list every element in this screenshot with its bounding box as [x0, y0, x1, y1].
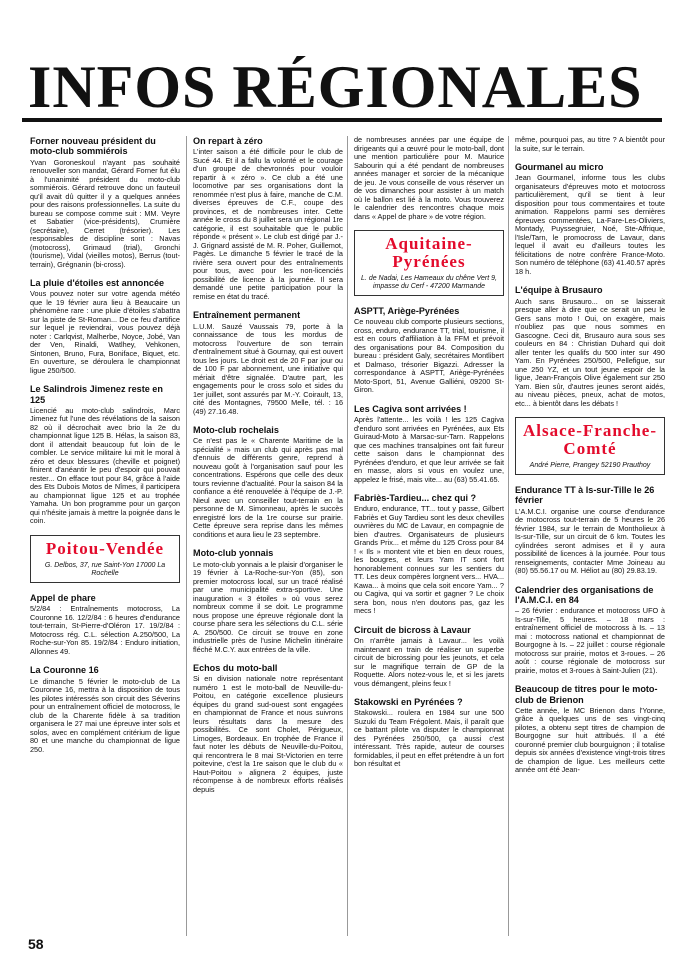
article-headline: Forner nouveau président du moto-club sommiérois — [30, 136, 156, 157]
column-4 — [515, 136, 665, 931]
article-headline: Moto-club rochelais — [193, 425, 279, 436]
article — [515, 585, 665, 676]
article-headline: Gourmanel au micro — [515, 162, 604, 172]
article — [30, 136, 180, 269]
region-box — [515, 417, 665, 475]
article-body: Licencié au moto-club salindrois, Marc Jimenez fut l'une des révélations de la saison 82 où il décrochait avec brio la 2e du championnat ligue 125 B. Hélas, la saison 83, dont il attendait beaucoup fut loin de le combler. Le service militaire lui mit le moral à zéro et deux blessures (cheville et poignet) finirent d'anéantir le peu d'espoir qui pouvait rester... On efface tout pour 84, grâce à l'aide des Ets Dubois Motos de Nîmes, il participera au championnat ligue 125 et au trophée Yamaha. Un bon programme pour un garçon qui n'hésite jamais à mettre la poignée dans le coin. — [30, 405, 180, 526]
page-title: INFOS RÉGIONALES — [28, 56, 643, 118]
article-headline: Endurance TT à Is-sur-Tille le 26 février — [515, 485, 655, 506]
article — [515, 162, 665, 276]
column-2 — [193, 136, 343, 931]
article-body: Vous pouvez noter sur votre agenda météo que le 19 février aura lieu à Beaucaire un phénomène rare : une pluie d'étoiles s'abattra sur la piste de St-Roman... De ce feu d'artifice sur lequel je reviendrai, vous pouvez déjà noter : Carlqvist, Malherbe, Noyce, Jobé, Van der Ven, Rinaldi, Watlhey, Vehkonen, Sintonen, Bruno, Fura, Boniface, Biquet, etc. En ouverture, se déroulera le championnat ligue 250/500. — [30, 289, 180, 375]
column-divider — [186, 136, 187, 936]
article-body: Yvan Goroneskoul n'ayant pas souhaité renouveller son mandat, Gérard Forner fut élu à l'unanimité président du moto-club sommiérois. Gérard retrouve donc un fauteuil qu'il avait dû quitter il y a quelques années pour des raisons professionnelles. La suite du bureau se compose comme suit : MM. Veyre et Sabatier (vice-présidents), Crumière (secrétaire), Cerret (trésorier). Les responsables de discipline sont : Navas (motocross), Grimaud (trial), Gronchi (tourisme), Vidal (vieilles motos), Berrus (tout-terrain), Grégnanin (bi-cross). — [30, 157, 180, 269]
article-body: L'inter saison a été difficile pour le club de Sucé 44. Et il a fallu la volonté et le courage d'un groupe de chevronnés pour vouloir repartir à « zéro ». Ce club a été une locomotive par ses organisations dont la renommée n'est plus à faire, manche de C.M. diverses épreuves de C.F., coupe des provinces, et de nombreuses inter. Cette année le cross du 8 juillet sera un régional 1re catégorie, il est souhaitable que le public réponde « présent ». Le club est dirigé par J.-J. Grignard assisté de M. R. Poher, Guillemot, Pagès. Le dimanche 5 février le tracé de la rivière sera ouvert pour des entraînements pour tous, avec pour les non-licenciés possibilité de licence à la journée. Il sera demandé une petite participation pour la remise en état du tracé. — [193, 147, 343, 301]
article-body: Après l'attente... les voilà ! les 125 Cagiva d'enduro sont arrivées en Pyrénées, aux Ets Guiraud-Moto à Marsac-sur-Tarn. Rappelons que ces machines transalpines ont fait fureur cette saison dans le championnat des Pyrénées d'enduro, et que leur arrivée se fait en masse, alors si vous en voulez une, appelez le frisé, mais vite... au (63) 55.41.65. — [354, 415, 504, 484]
article — [193, 425, 343, 539]
article-body: même, pourquoi pas, au titre ? A bientôt pour la suite, sur le terrain. — [515, 136, 665, 153]
article — [354, 625, 504, 688]
article-headline: Beaucoup de titres pour le moto-club de Brienon — [515, 684, 658, 705]
title-divider — [22, 118, 662, 122]
region-correspondent: L. de Nadai, Les Hameaux du chêne Vert 9, impasse du Cerf - 47200 Marmande — [361, 275, 497, 290]
article-headline: Calendrier des organisations de l'A.M.C.I. en 84 — [515, 584, 654, 605]
article — [30, 593, 180, 656]
article-headline: Moto-club yonnais — [193, 548, 274, 559]
article-body: Si en division nationale notre représentant numéro 1 est le moto-ball de Neuville-du-Poitou, en catégorie excellence plusieurs équipes du grand sud-ouest sont engagées en championnat de France et nous suivrons leurs résultats dans la mesure des possibilités. Ce sont Cholet, Périgueux, Limoges, Bordeaux. En trophée de France il faut noter les débuts de Neuville-du-Poitou, qui rencontrera le 8 mai St-Victorien en terre poitevine, c'est la 1re saison que le club du « Haut-Poitou » alignera 2 équipes, juste récompense à de nombreux efforts réalisés depuis — [193, 674, 343, 794]
column-3 — [354, 136, 504, 931]
article-body: Cette année, le MC Brienon dans l'Yonne, grâce à quelques uns de ses vingt-cinq pilotes, a obtenu sept titres de champion de Bourgogne sur huit attribués. Il a été couronné premier club bourguignon ; il totalise depuis six années d'existence vingt-trois titres de champion de ligue. Les meilleurs cette année ont été Jean- — [515, 705, 665, 775]
article — [193, 310, 343, 416]
article-body: Jean Gourmanel, informe tous les clubs organisateurs d'épreuves moto et motocross particulièrement, qu'il se tient à leur disposition pour tous commentaires et toute animation. Rappelons parmi ses dernières épreuves commentées, La-Fare-Les-Oliviers, Montady, Puyssegruier, Noé, Ste-Affrique, l'Isle/Tarn, le promocross de Lavaur, dans lequel il avait eu d'ailleurs toutes les félicitations de notre confrère France-Moto. Son numéro de téléphone (63) 41.40.57 après 18 h. — [515, 173, 665, 276]
article-headline: La Couronne 16 — [30, 665, 99, 676]
article — [193, 136, 343, 301]
article-headline: Fabriès-Tardieu... chez qui ? — [354, 493, 477, 504]
article — [354, 697, 504, 769]
article-body: 5/2/84 : Entraînements motocross, La Couronne 16. 12/2/84 : 6 heures d'endurance tout-terrain, St-Pierre-d'Oléron 17. 19/2/84 : Motocross rég. C.L. sélection A.250/500, La Roche-sur-Yon 85. 19/2/84 : Enduro initiation, Allonnes 49. — [30, 604, 180, 656]
article-body: Le moto-club yonnais a le plaisir d'organiser le 19 février à La-Roche-sur-Yon (85), son premier motocross local, sur un tracé réalisé par une municipalité extra-sportive. Une inauguration « 3 étoiles » où vous serez nombreux comme il se doit. Le programme nous propose une épreuve régionale dont la course phare sera les sélections du C.L. série A. 250/500. Ce circuit se trouve en zone industrielle près de l'usine Michelin itinéraire fléché M.C.Y. aux entrées de la ville. — [193, 559, 343, 654]
article — [193, 548, 343, 654]
article-headline: Entraînement permanent — [193, 310, 301, 321]
article-body: Stakowski... roulera en 1984 sur une 500 Suzuki du Team Frégolent. Mais, il paraît que ce battant pilote va disputer le championnat des Pyrénées 250/500, ça aussi c'est intéressant. Très rapide, auteur de courses formidables, il peut en effet prétendre à un fort bon résultat et — [354, 708, 504, 769]
column-1 — [30, 136, 180, 931]
article-body: L.U.M. Sauzé Vaussais 79, porte à la connaissance de tous les mordus de motocross l'ouverture de son terrain d'entraînement situé à Gournay, qui est ouvert tous les jours. Le droit est de 20 F par jour ou de 100 F par abonnement, une initiative qui mériait d'être signalée. D'autre part, les engagements pour le cross solo et sides du 1er juillet, sont assurés par M.-Y. Coirault, 13, cité des Montagnes, 79500 Melle, tél. : 16 (49) 27.16.48. — [193, 321, 343, 416]
article-headline: Stakowski en Pyrénées ? — [354, 697, 463, 708]
article-headline: Echos du moto-ball — [193, 663, 278, 674]
article — [193, 663, 343, 794]
article-body: – 26 février : endurance et motocross UFO à Is-sur-Tille, 5 heures. – 18 mars : entraînement officiel de motocross à Is. – 13 mai : motocross national et championnat de Bourgogne à Is. – 22 juillet : course régionale motocross sur prairie, motos et 3-roues. – 26 août : course régionale de motocross sur prairie, motos et 3-roues à Saint-Julien (21). — [515, 606, 665, 675]
article — [515, 684, 665, 775]
article-headline: Le Salindrois Jimenez reste en 125 — [30, 384, 163, 405]
article-body: Ce n'est pas le « Charente Maritime de la spécialité » mais un club qui après pas mal d'ennuis de différents genre, reprend à nouveau goût à l'organisation sauf pour les concentrations. Espérons que celle des deux tours revienne d'actualité. Pour la saison 84 la confiance a été renouvelée à l'équipe de J.-P. Nieul avec un conseiller tout-terrain en la personne de M. Simonneau, après le succès enregistré lors de la 1re course sur prairie. Cette épreuve sera reprise dans les mêmes conditions et aura lieu le 23 septembre. — [193, 436, 343, 539]
article-headline: L'équipe à Brusauro — [515, 285, 603, 296]
article — [354, 493, 504, 616]
page-number: 58 — [28, 936, 44, 952]
column-divider — [508, 136, 509, 936]
article — [30, 384, 180, 526]
article — [30, 278, 180, 375]
article — [515, 136, 665, 153]
article-body: On n'arrête jamais à Lavaur... les voilà maintenant en train de réaliser un superbe circuit de bicrossing pour les jeunots, et cela sur le magnifique terrain de GP de la Roquette. Alors notez-vous le, et si les jarets vous démangent, pleins feux ! — [354, 636, 504, 688]
article-headline: Les Cagiva sont arrivées ! — [354, 403, 467, 414]
article — [30, 665, 180, 754]
article-headline: Appel de phare — [30, 592, 96, 603]
region-correspondent: André Pierre, Prangey 52190 Prauthoy — [529, 462, 651, 470]
column-divider — [347, 136, 348, 936]
article — [354, 404, 504, 484]
article-headline: Circuit de bicross à Lavaur — [354, 624, 471, 635]
article-headline: On repart à zéro — [193, 136, 263, 146]
article-headline: La pluie d'étoiles est annoncée — [30, 278, 165, 289]
region-correspondent: G. Delbos, 37, rue Saint-Yon 17000 La Rochelle — [44, 561, 166, 577]
article — [515, 485, 665, 576]
article-body: Auch sans Brusauro... on se laisserait presque aller à dire que ce serait un peu le Gers sans moto ! Oui, on exagère, mais n'oubliez pas que nous sommes en Gascogne. Ceci dit, Brusauro aura sous ses couleurs en 84 : Christian Duhard qui doit aller tenter les qualifs du 500 inter sur 490 Yam. En Pyrénées 250/500, Pellefigue, sur une 250 YZ, et un tout jeune espoir de la ligue, Jean-François Olive également sur 250 Yam. Bien sûr, d'autres jeunes seront aidés, au niveau pièces, pneux, achat de motos, etc... à bientôt dans les débats ! — [515, 296, 665, 408]
region-title: Alsace-Franche-Comté — [523, 421, 657, 459]
article-body: L'A.M.C.I. organise une course d'endurance de motocross tout-terrain de 5 heures le 26 février 1984, sur le terrain de Montholieux à Is-sur-Tille, sur un circuit de 6 km. Toutes les cylindrées seront admises et il y aura possibilité de licences à la journée. Pour tous renseignements, contacter Mme Joineau au (80) 55.56.17 ou M. Héliot au (80) 29.83.19. — [515, 506, 665, 576]
article-body: de nombreuses années par une équipe de dirigeants qui a œuvré pour le moto-ball, dont une mention particulière pour M. Maurice Sabourin qui a été pendant de nombreuses années manager et sorcier de la mécanique de jeu. Je vous conseille de vous réserver un de vos dimanches pour assister à un match où le ballon est lié à la moto. Vous trouverez le calendrier des rencontres chaque mois dans « Appel de phare » de votre région. — [354, 136, 504, 221]
region-title: Poitou-Vendée — [45, 538, 165, 558]
article-headline: ASPTT, Ariège-Pyrénées — [354, 306, 460, 316]
article-body: Ce nouveau club comporte plusieurs sections, cross, enduro, endurance TT, trial, tourisme, il est en cours d'affiliation à la FFM et prévoit des organisations pour 84. Composition du bureau : président Galy, secrétaires Montlibert et Dalmaso, trésorier Bigazzi. Adresser la correspondance à ASPTT, Ariège-Pyrénées Moto-Sport, 51, Avenue Galliéni, 09200 St-Giron. — [354, 317, 504, 395]
article-body: Le dimanche 5 février le moto-club de La Couronne 16, mettra à la disposition de tous les pilotes intéressés son circuit des Séverins pour un entraînement officiel de motocross, le club de la Charente fidèle à sa tradition organisera le 27 mai une épreuve inter sols et solos, avec en complément critérium de ligue 80 et une manche du championnat de ligue 250. — [30, 676, 180, 754]
region-title: Aquitaine-Pyrénées — [385, 234, 473, 271]
article — [354, 136, 504, 221]
region-box — [354, 230, 504, 296]
article-body: Enduro, endurance, TT... tout y passe, Gilbert Fabriès et Guy Tardieu sont les deux chevilles ouvrières du MC de Lavaur, en compagnie de bien d'autres. Organisateurs de plusieurs Grands Prix... et même du 125 Cross pour 84 ! « Ils » montent vite et bien en deux roues, les bougres, et leurs Yam IT sont fort honorablement connues sur les sentiers du TT. Les deux compères lorgnent vers... HVA... Kawa... à moins que cela soit encore Yam... ? ou Cagiva, qui va sortir et gagner ? Le choix sera bon, nous n'en doutons pas, gaz les mecs ! — [354, 504, 504, 616]
region-box — [30, 535, 180, 583]
article — [515, 285, 665, 408]
article — [354, 306, 504, 395]
